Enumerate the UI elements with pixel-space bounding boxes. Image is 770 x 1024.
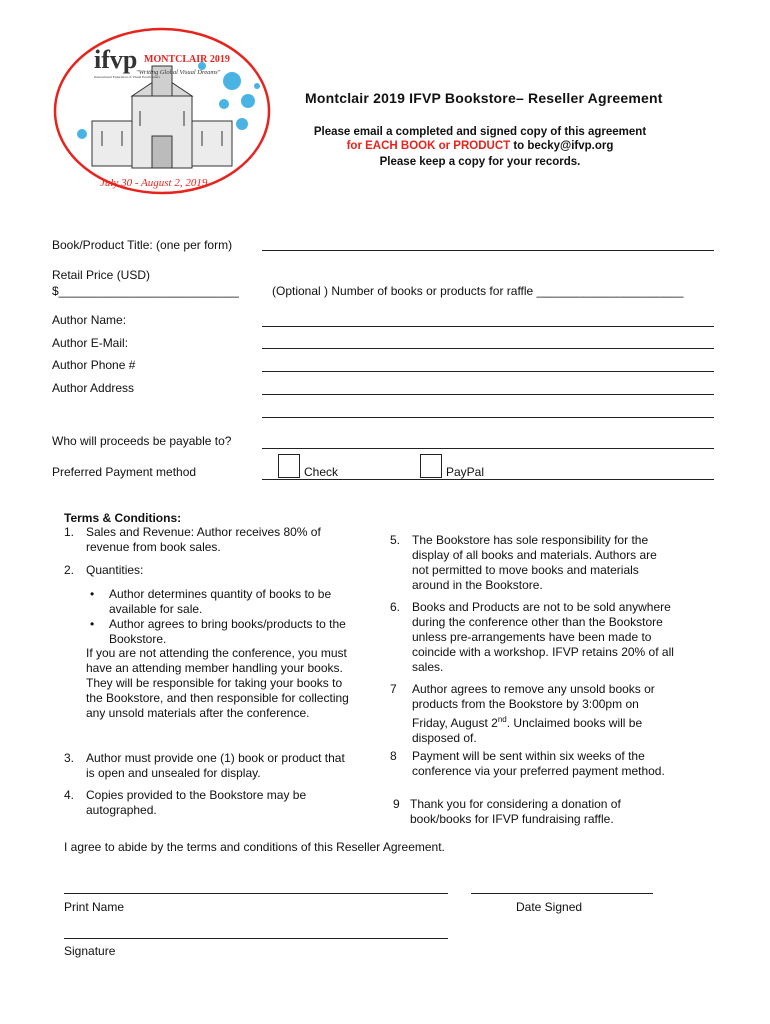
payment-label: Preferred Payment method [52, 465, 197, 479]
bullet-icon: • [90, 587, 95, 601]
bullet-icon: • [90, 617, 95, 631]
page-title: Montclair 2019 IFVP Bookstore– Reseller Agreement [305, 90, 663, 106]
signature-field[interactable] [64, 938, 448, 939]
author-name-label: Author Name: [52, 313, 127, 327]
term-7-text-2: . Unclaimed books will be disposed of. [412, 716, 643, 745]
term-7-number: 7 [390, 682, 397, 696]
author-address-field-2[interactable] [262, 417, 714, 418]
email-instruction: Please email a completed and signed copy of this agreement [313, 126, 647, 138]
date-signed-label: Date Signed [516, 900, 583, 914]
term-7 [412, 682, 674, 746]
term-6-number: 6. [390, 600, 401, 614]
logo-brand: ifvp [94, 45, 138, 74]
term-5-number: 5. [390, 533, 401, 547]
event-logo [52, 26, 272, 196]
check-option-label: Check [304, 465, 339, 479]
term-8-number: 8 [390, 749, 397, 763]
payable-label: Who will proceeds be payable to? [52, 434, 232, 448]
logo-event: MONTCLAIR 2019 [144, 54, 230, 65]
price-label: Retail Price (USD) [52, 268, 151, 282]
logo-tagline: "Writing Global Visual Dreams" [136, 69, 221, 76]
title-field[interactable] [262, 250, 714, 251]
copy-note: Please keep a copy for your records. [379, 156, 581, 168]
paypal-checkbox[interactable] [420, 454, 442, 478]
term-2-bullet-2: Author agrees to bring books/products to the Bookstore. [109, 617, 346, 646]
term-7-sup: nd [497, 715, 507, 724]
term-4: Copies provided to the Bookstore may be autographed. [86, 788, 307, 817]
term-7-text: Author agrees to remove any unsold books or products from the Bookstore by 3:00pm on Friday, August 2 [412, 682, 655, 730]
term-3-number: 3. [64, 751, 75, 765]
raffle-field[interactable]: (Optional ) Number of books or products for raffle ______________________ [272, 284, 684, 298]
author-address-label: Author Address [52, 381, 135, 395]
author-email-field[interactable] [262, 348, 714, 349]
term-5: The Bookstore has sole responsibility for the display of all books and materials. Authors are not permitted to move books and materials around in the Bookstore. [412, 533, 657, 592]
terms-heading: Terms & Conditions: [64, 511, 182, 525]
paypal-option-label: PayPal [446, 465, 485, 479]
print-name-field[interactable] [64, 893, 448, 894]
term-9-number: 9 [393, 797, 400, 811]
author-phone-label: Author Phone # [52, 358, 136, 372]
agreement-statement: I agree to abide by the terms and conditions of this Reseller Agreement. [64, 840, 445, 854]
each-book-emphasis: for EACH BOOK or PRODUCT [346, 140, 511, 152]
logo-dates: July 30 - August 2, 2019 [100, 177, 208, 189]
term-2-extra: If you are not attending the conference, you must have an attending member handling your books. They will be responsible for taking your books to the Bookstore, and then responsible for collecting any unsold materials after the conference. [86, 646, 349, 720]
term-4-number: 4. [64, 788, 75, 802]
term-6: Books and Products are not to be sold anywhere during the conference other than the Bookstore unless pre-arrangements have been made to coincide with a workshop. IFVP retains 20% of all sales. [412, 600, 674, 674]
term-2-number: 2. [64, 563, 75, 577]
term-9: Thank you for considering a donation of book/books for IFVP fundraising raffle. [410, 797, 621, 826]
price-field[interactable]: $___________________________ [52, 284, 239, 298]
author-email-label: Author E-Mail: [52, 336, 129, 350]
signature-label: Signature [64, 944, 116, 958]
term-2: Quantities: [86, 563, 144, 577]
logo-org: International Federation of Visual Practitioners [94, 75, 160, 79]
email-instruction-2 [270, 140, 690, 152]
term-3: Author must provide one (1) book or product that is open and unsealed for display. [86, 751, 345, 780]
term-8: Payment will be sent within six weeks of the conference via your preferred payment method. [412, 749, 665, 778]
term-2-bullet-1: Author determines quantity of books to be available for sale. [109, 587, 332, 616]
author-name-field[interactable] [262, 326, 714, 327]
payable-field[interactable] [262, 448, 714, 449]
check-checkbox[interactable] [278, 454, 300, 478]
title-label: Book/Product Title: (one per form) [52, 238, 233, 252]
date-signed-field[interactable] [471, 893, 653, 894]
term-1: Sales and Revenue: Author receives 80% of revenue from book sales. [86, 525, 321, 554]
author-address-field-1[interactable] [262, 394, 714, 395]
term-1-number: 1. [64, 525, 75, 539]
email-address[interactable]: to becky@ifvp.org [510, 140, 614, 152]
author-phone-field[interactable] [262, 371, 714, 372]
payment-line [262, 479, 714, 480]
print-name-label: Print Name [64, 900, 125, 914]
